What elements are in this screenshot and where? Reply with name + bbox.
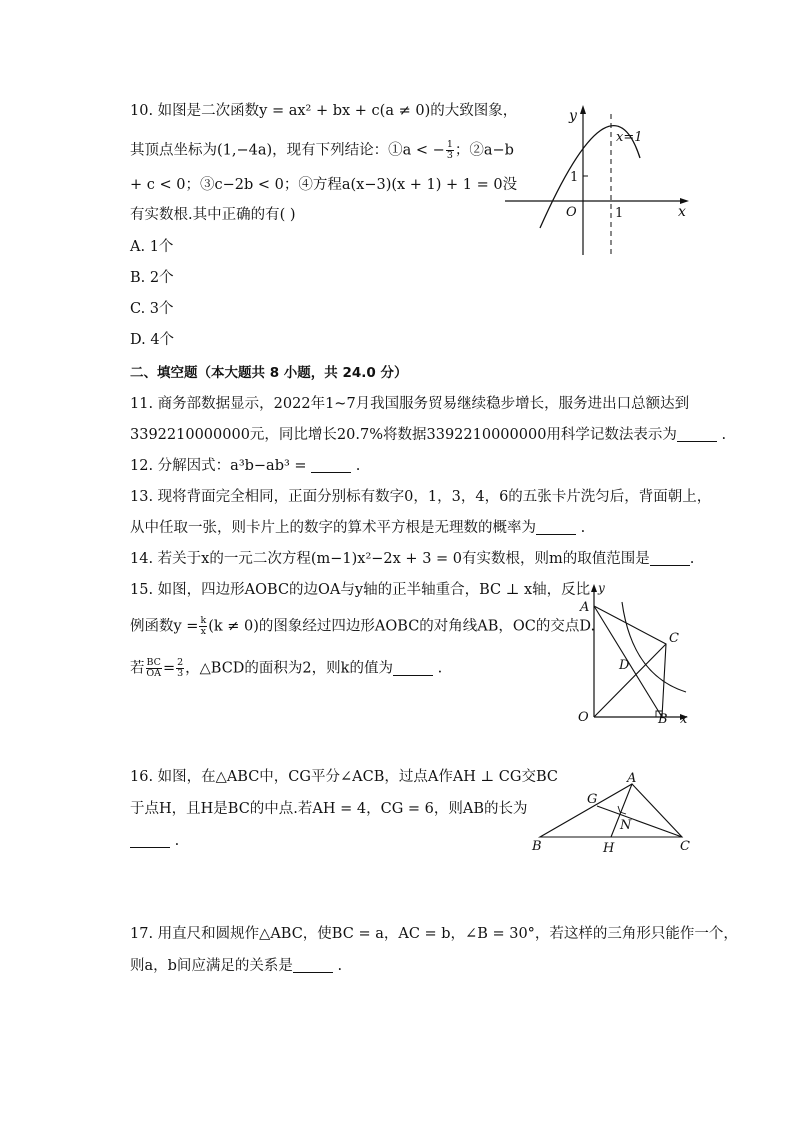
- q13-line2: [130, 518, 585, 538]
- q17-end: .: [337, 958, 343, 974]
- q14-end: .: [689, 551, 695, 567]
- point-a-label: A: [580, 600, 590, 615]
- fig-y-label: y: [598, 581, 605, 595]
- q15-line3a: 若: [130, 660, 145, 677]
- q16-end: .: [174, 833, 180, 849]
- q15-line2: [130, 616, 595, 637]
- q15-line2b: (k ≠ 0)的图象经过四边形AOBC的对角线AB，OC的交点D.: [208, 618, 596, 635]
- q15-quadrilateral-figure: [570, 580, 700, 730]
- point-b-label: B: [532, 839, 542, 854]
- q16-answer-blank[interactable]: [130, 833, 170, 848]
- symmetry-label: x=1: [616, 130, 643, 145]
- q15-line3: [130, 658, 442, 679]
- q11-line2: [130, 425, 726, 445]
- q10-option-d[interactable]: D. 4个: [130, 332, 175, 348]
- q14-answer-blank[interactable]: [650, 551, 690, 566]
- q17-line2-text: 则a，b间应满足的关系是: [130, 958, 293, 974]
- q11-line2-text: 3392210000000元，同比增长20.7%将数据3392210000000用科学记数法表示为: [130, 427, 677, 443]
- q10-line2a: 其顶点坐标为(1,−4a)，现有下列结论：①a < −: [130, 142, 445, 159]
- q15-line3b: =: [162, 660, 176, 677]
- q15-fraction-ratio: [146, 658, 162, 679]
- q11-end: .: [721, 427, 727, 443]
- point-n-label: N: [620, 818, 632, 833]
- q10-line2: [130, 140, 514, 161]
- q15-frac-num: k: [200, 615, 207, 626]
- q12-answer-blank[interactable]: [311, 458, 351, 473]
- q15-end: .: [437, 660, 443, 677]
- section-heading: 二、填空题（本大题共 8 小题，共 24.0 分）: [130, 365, 408, 381]
- fig-x-label: x: [680, 712, 688, 727]
- x-tick-label: 1: [615, 206, 624, 221]
- q17-line1: 17. 用直尺和圆规作△ABC，使BC = a，AC = b，∠B = 30°，若这样的三角形只能作一个，: [130, 926, 738, 942]
- q17-answer-blank[interactable]: [293, 958, 333, 973]
- point-c-label: C: [680, 839, 690, 854]
- q10-line4: 有实数根.其中正确的有( ): [130, 207, 296, 223]
- q10-option-c[interactable]: C. 3个: [130, 301, 174, 317]
- point-c-label: C: [669, 631, 679, 646]
- point-a-label: A: [627, 771, 637, 786]
- q10-frac-den: 3: [446, 150, 453, 161]
- q15-fraction-kx: [199, 616, 207, 637]
- y-axis-arrow: [591, 584, 597, 592]
- q12: [130, 456, 360, 476]
- q10-option-b[interactable]: B. 2个: [130, 270, 174, 286]
- q10-fraction: [446, 140, 454, 161]
- q13-line2-text: 从中任取一张，则卡片上的数字的算术平方根是无理数的概率为: [130, 520, 536, 536]
- q10-line3: + c < 0；③c−2b < 0；④方程a(x−3)(x + 1) + 1 = 0没: [130, 177, 518, 193]
- q16-line1: 16. 如图，在△ABC中，CG平分∠ACB，过点A作AH ⊥ CG交BC: [130, 769, 558, 785]
- q15-frac2-den: OA: [146, 668, 162, 679]
- q15-frac-den: x: [200, 626, 207, 637]
- q10-frac-num: 1: [446, 139, 453, 150]
- q15-line1: 15. 如图，四边形AOBC的边OA与y轴的正半轴重合，BC ⊥ x轴，反比: [130, 582, 591, 598]
- bisector-cg: [597, 806, 682, 837]
- point-d-label: D: [619, 658, 630, 673]
- q15-answer-blank[interactable]: [393, 661, 433, 676]
- point-g-label: G: [587, 792, 598, 807]
- q17-line2: [130, 956, 342, 976]
- point-h-label: H: [603, 841, 615, 856]
- q15-frac3-num: 2: [177, 657, 184, 668]
- q12-text: 12. 分解因式：a³b−ab³ =: [130, 458, 307, 474]
- q10-option-a[interactable]: A. 1个: [130, 239, 174, 255]
- origin-label: O: [566, 205, 577, 220]
- q10-line1: 10. 如图是二次函数y = ax² + bx + c(a ≠ 0)的大致图象，: [130, 103, 518, 119]
- q11-line1: 11. 商务部数据显示，2022年1~7月我国服务贸易继续稳步增长，服务进出口总额达到: [130, 396, 690, 412]
- point-b-label: B: [658, 712, 668, 727]
- q11-answer-blank[interactable]: [677, 427, 717, 442]
- q16-triangle-figure: [530, 770, 710, 860]
- x-label: x: [678, 204, 686, 220]
- q15-fraction-2-3: [176, 658, 184, 679]
- q13-answer-blank[interactable]: [536, 520, 576, 535]
- y-label: y: [569, 108, 577, 124]
- q14: [130, 549, 694, 569]
- q15-frac3-den: 3: [177, 668, 184, 679]
- q10-parabola-graph: [500, 100, 700, 260]
- y-axis-arrow: [580, 105, 586, 114]
- y-tick-label: 1: [570, 170, 579, 185]
- point-o-label: O: [578, 710, 589, 725]
- q13-line1: 13. 现将背面完全相同，正面分别标有数字0，1，3，4，6的五张卡片洗匀后，背面朝上，: [130, 489, 712, 505]
- q16-line3: [130, 831, 179, 851]
- q15-line3c: ，△BCD的面积为2，则k的值为: [185, 660, 393, 677]
- q13-end: .: [580, 520, 586, 536]
- q16-line2: 于点H，且H是BC的中点.若AH = 4，CG = 6，则AB的长为: [130, 801, 528, 817]
- q14-text: 14. 若关于x的一元二次方程(m−1)x²−2x + 3 = 0有实数根，则m的取值范围是: [130, 551, 650, 567]
- q15-frac2-num: BC: [146, 657, 161, 668]
- q12-end: .: [355, 458, 361, 474]
- q10-line2b: ；②a−b: [454, 142, 514, 159]
- q15-line2a: 例函数y =: [130, 618, 199, 635]
